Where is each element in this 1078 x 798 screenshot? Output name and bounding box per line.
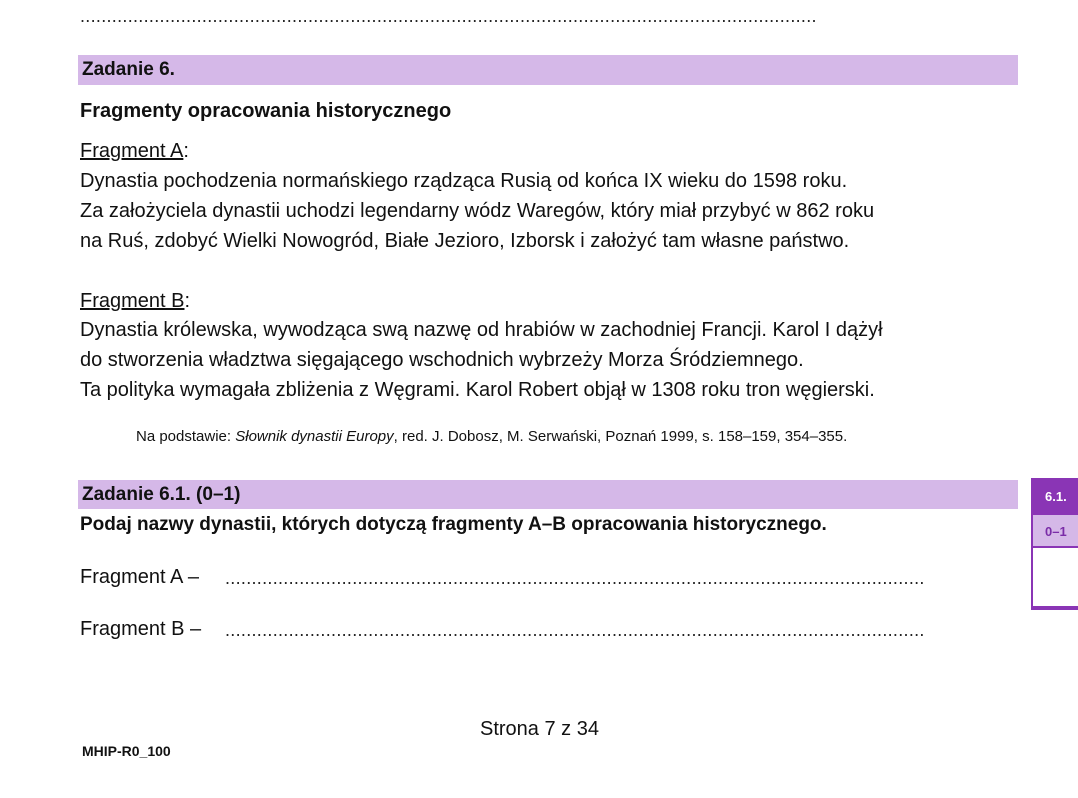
answer-row-a <box>80 566 199 589</box>
fragment-a-label-text: Fragment A <box>80 140 184 162</box>
source-prefix: Na podstawie: <box>136 428 236 445</box>
source-book-title: Słownik dynastii Europy <box>235 428 394 445</box>
task-6-header: Zadanie 6. <box>78 55 1018 85</box>
answer-a-field[interactable]: .................................................................................................................................... <box>225 568 925 588</box>
answer-b-prefix: Fragment B – <box>80 618 202 640</box>
document-code: MHIP-R0_100 <box>82 743 171 759</box>
fragment-b-label <box>80 290 190 313</box>
fragment-b-text <box>80 315 1020 405</box>
score-box <box>1031 478 1078 610</box>
fragment-a-line-1: Dynastia pochodzenia normańskiego rządząca Rusią od końca IX wieku do 1598 roku. <box>80 170 848 192</box>
task-6-1-header: Zadanie 6.1. (0–1) <box>78 480 1018 509</box>
fragment-a-line-3: na Ruś, zdobyć Wielki Nowogród, Białe Jezioro, Izborsk i założyć tam własne państwo. <box>80 230 850 252</box>
fragment-b-label-text: Fragment B <box>80 290 185 312</box>
fragment-a-colon: : <box>183 140 189 162</box>
answer-dotted-line-top: ........................................................................................................................................... <box>80 6 817 26</box>
fragment-b-colon: : <box>184 290 191 312</box>
answer-b-field[interactable]: .................................................................................................................................... <box>225 620 925 640</box>
fragment-b-line-2: do stworzenia władztwa sięgającego wschodnich wybrzeży Morza Śródziemnego. <box>80 349 804 371</box>
score-entry-field[interactable] <box>1033 546 1078 608</box>
fragment-a-label <box>80 140 189 163</box>
fragment-b-line-3: Ta polityka wymagała zbliżenia z Węgrami. Karol Robert objął w 1308 roku tron węgierski. <box>80 379 875 401</box>
source-details: , red. J. Dobosz, M. Serwański, Poznań 1999, s. 158–159, 354–355. <box>393 428 848 445</box>
score-range: 0–1 <box>1033 513 1078 546</box>
answer-a-prefix: Fragment A – <box>80 566 199 588</box>
score-task-number: 6.1. <box>1033 480 1078 513</box>
fragment-a-text <box>80 166 1020 256</box>
page-number: Strona 7 z 34 <box>480 718 599 740</box>
answer-row-b <box>80 618 201 641</box>
fragment-a-line-2: Za założyciela dynastii uchodzi legendarny wódz Waregów, który miał przybyć w 862 roku <box>80 200 875 222</box>
fragment-b-line-1: Dynastia królewska, wywodząca swą nazwę od hrabiów w zachodniej Francji. Karol I dążył <box>80 319 883 341</box>
section-title: Fragmenty opracowania historycznego <box>80 100 452 122</box>
task-6-1-instruction: Podaj nazwy dynastii, których dotyczą fragmenty A–B opracowania historycznego. <box>80 514 827 535</box>
source-citation <box>136 428 847 445</box>
